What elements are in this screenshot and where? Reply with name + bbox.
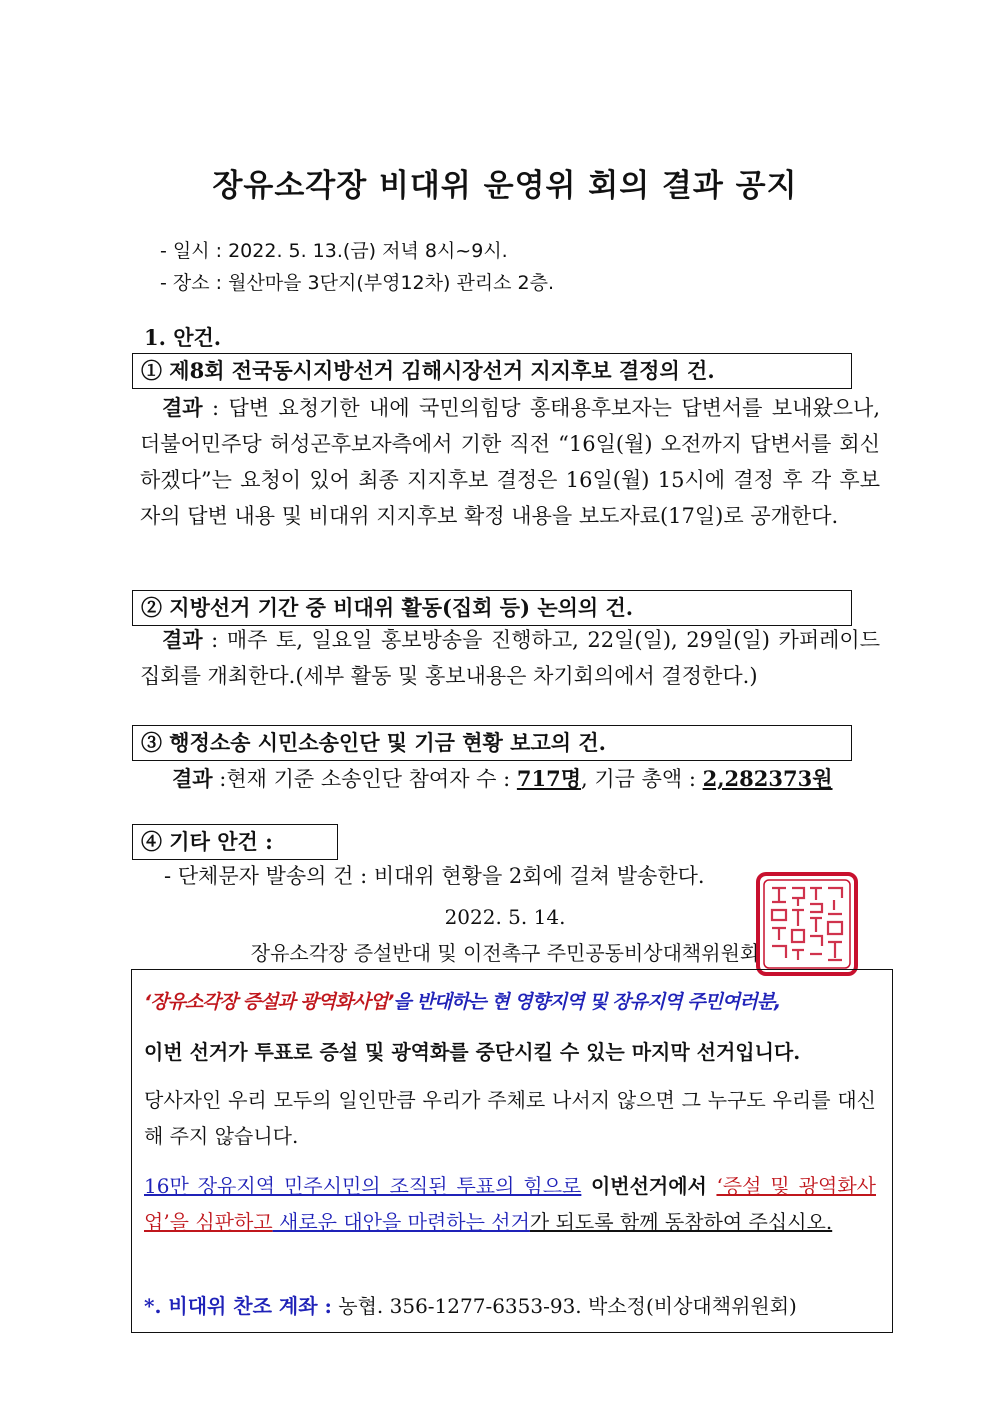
participant-count: 717명: [516, 766, 582, 791]
appeal-highlight-red: ‘장유소각장 증설과 광역화사업’: [144, 991, 394, 1013]
agenda-heading: 1. 안건.: [144, 325, 222, 350]
appeal-blue-text-2: 새로운 대안을 마련하는 선거: [272, 1210, 530, 1234]
account-number: 농협. 356-1277-6353-93. 박소정(비상대책위원회): [331, 1294, 797, 1318]
appeal-line-3: 당사자인 우리 모두의 일인만큼 우리가 주체로 나서지 않으면 그 누구도 우리를 대신해 주지 않습니다.: [144, 1088, 876, 1148]
agenda-item-3-box: ③ 행정소송 시민소송인단 및 기금 현황 보고의 건.: [132, 725, 852, 761]
result-text: : 매주 토, 일요일 홍보방송을 진행하고, 22일(일), 29일(일) 카퍼레이드 집회를 개최한다.(세부 활동 및 홍보내용은 차기회의에서 결정한다.): [140, 628, 880, 688]
result-label: 결과: [162, 395, 203, 420]
appeal-notice-box: [131, 969, 893, 1333]
agenda-item-4-result: - 단체문자 발송의 건 : 비대위 현황을 2회에 걸쳐 발송한다.: [164, 864, 705, 888]
appeal-text: 이번선거에서: [581, 1174, 717, 1198]
agenda-item-3-result: [172, 761, 892, 797]
appeal-line-2: 이번 선거가 투표로 증설 및 광역화를 중단시킬 수 있는 마지막 선거입니다.: [144, 1040, 801, 1064]
appeal-red-text: ‘증설 및 광역화사업’을 심판하고: [144, 1174, 876, 1234]
appeal-line-1: [144, 984, 876, 1020]
organization-name: 장유소각장 증설반대 및 이전촉구 주민공동비상대책위원회: [250, 941, 760, 965]
meeting-datetime: - 일시 : 2022. 5. 13.(금) 저녁 8시~9시.: [160, 240, 508, 262]
donation-account: [144, 1288, 876, 1324]
agenda-item-1-result: [140, 390, 880, 534]
notice-date: 2022. 5. 14.: [444, 905, 566, 929]
account-label: *. 비대위 찬조 계좌 :: [144, 1294, 332, 1318]
official-seal-stamp: [754, 870, 860, 978]
result-label: 결과: [172, 766, 213, 791]
appeal-highlight-blue: 을 반대하는 현 영향지역 및 장유지역 주민여러분,: [393, 991, 781, 1013]
result-label: 결과: [162, 627, 203, 652]
agenda-item-4-box: ④ 기타 안건 :: [132, 824, 338, 860]
agenda-item-2-box: ② 지방선거 기간 중 비대위 활동(집회 등) 논의의 건.: [132, 590, 852, 626]
result-text-mid: , 기금 총액 :: [581, 767, 703, 791]
appeal-blue-text: 16만 장유지역 민주시민의 조직된 투표의 힘으로: [144, 1174, 582, 1198]
appeal-paragraph-4: [144, 1168, 876, 1240]
fund-total: 2,282373원: [702, 766, 833, 791]
agenda-item-2-result: [140, 622, 880, 694]
agenda-item-1-box: ① 제8회 전국동시지방선거 김해시장선거 지지후보 결정의 건.: [132, 353, 852, 389]
result-text: : 답변 요청기한 내에 국민의힘당 홍태용후보자는 답변서를 보내왔으나, 더불어민주당 허성곤후보자측에서 기한 직전 “16일(월) 오전까지 답변서를 회신하겠다”는 요청이 있어 최종 지지후보 결정은 16일(월) 15시에 결정 후 각 후보자의 답변 내용 및 비대위 지지후보 확정 내용을 보도자료(17일)로 공개한다.: [140, 396, 880, 528]
result-text: :현재 기준 소송인단 참여자 수 :: [212, 767, 517, 791]
appeal-text-2: 가 되도록 함께 동참하여 주십시오.: [529, 1210, 833, 1234]
meeting-place: - 장소 : 월산마을 3단지(부영12차) 관리소 2층.: [160, 272, 555, 294]
page-title: 장유소각장 비대위 운영위 회의 결과 공지: [212, 168, 798, 204]
